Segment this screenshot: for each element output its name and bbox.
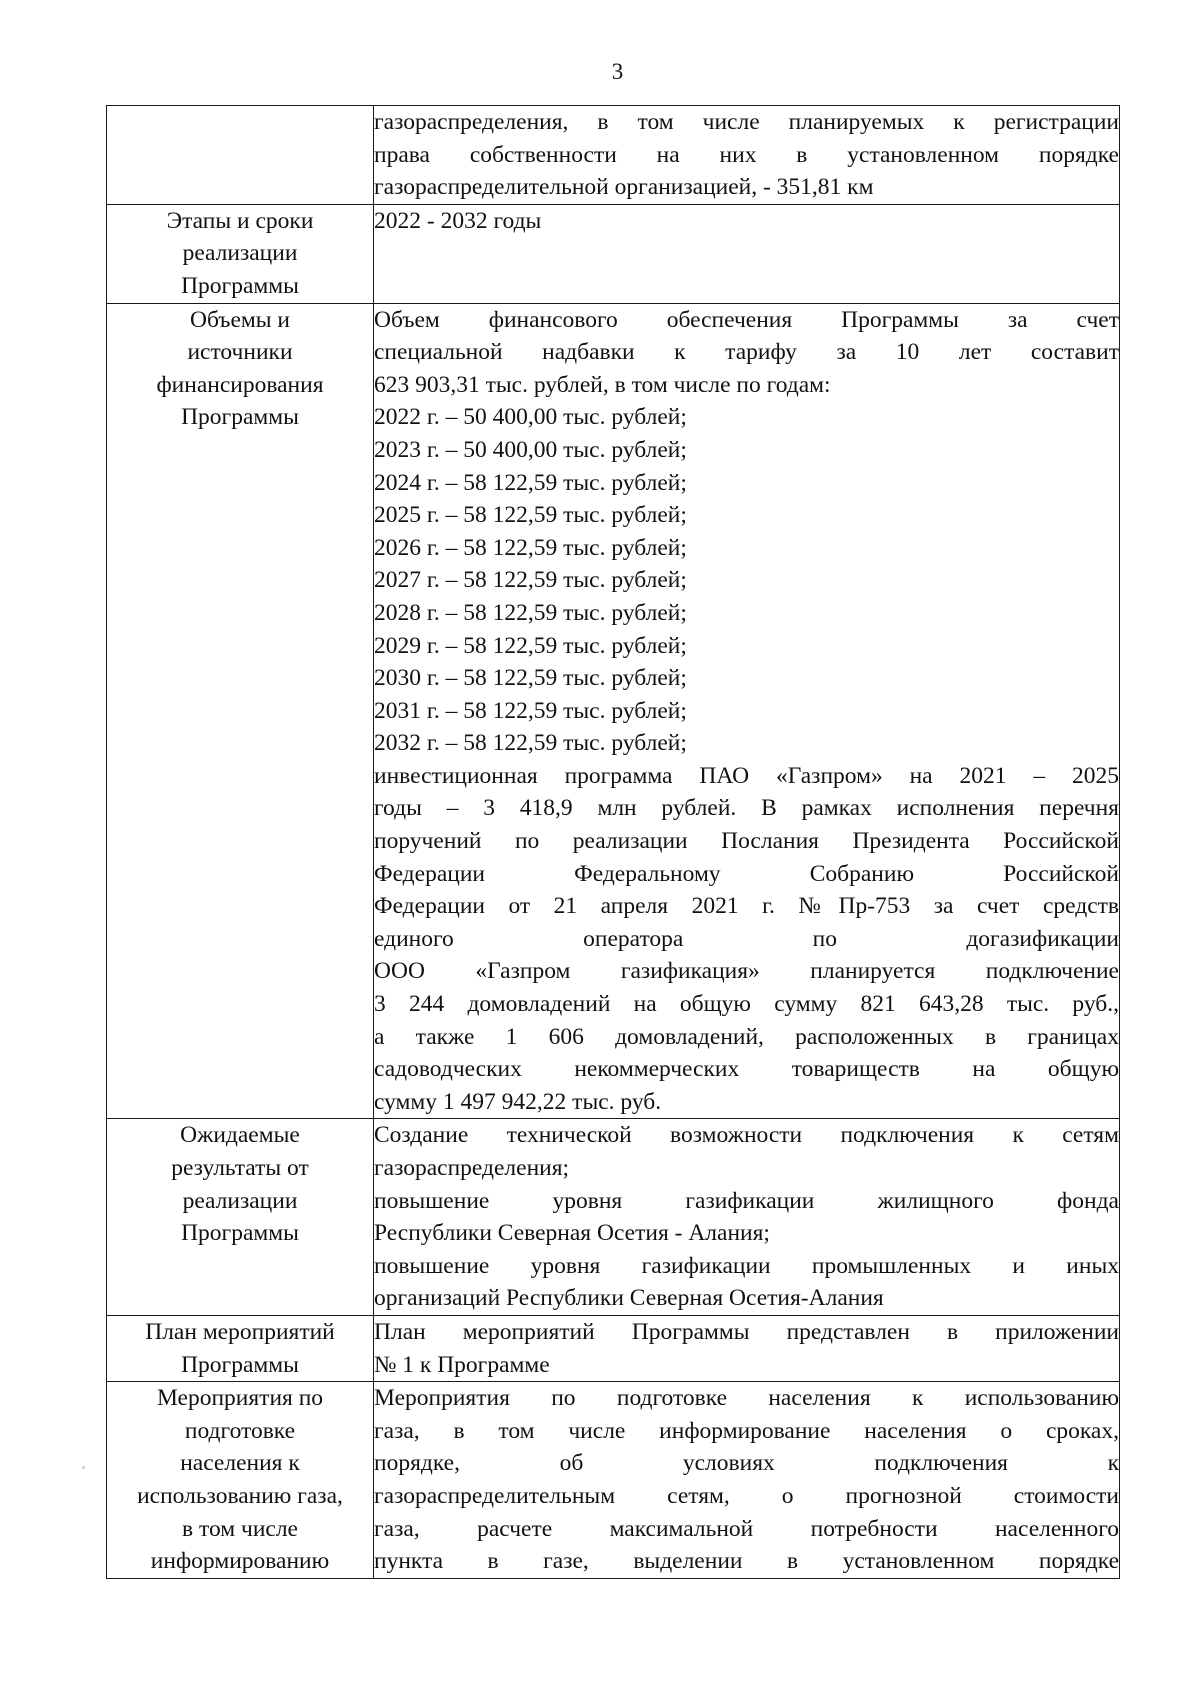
row-content-line: 3 244 домовладений на общую сумму 821 643,28 тыс. руб., (374, 991, 1119, 1018)
row-content-line: № 1 к Программе (374, 1351, 550, 1378)
row-content-line: Федерации Федеральному Собранию Российской (374, 860, 1119, 887)
row-content-line: годы – 3 418,9 млн рублей. В рамках исполнения перечня (374, 795, 1119, 822)
row-content-cell (374, 106, 1120, 205)
row-content-line: садоводческих некоммерческих товариществ на общую (374, 1056, 1119, 1083)
row-content-line: пункта в газе, выделении в установленном порядке (374, 1548, 1119, 1575)
row-label-cell (107, 1119, 374, 1316)
row-content-line: 2028 г. – 58 122,59 тыс. рублей; (374, 599, 687, 626)
row-label-line: Этапы и сроки (166, 207, 314, 234)
row-label-cell (107, 204, 374, 303)
table-row (107, 1119, 1120, 1316)
scan-artifact (82, 1466, 85, 1469)
row-content-line: специальной надбавки к тарифу за 10 лет составит (374, 339, 1119, 366)
row-content-line: 2027 г. – 58 122,59 тыс. рублей; (374, 567, 687, 594)
table-row (107, 1382, 1120, 1579)
row-content-line: 623 903,31 тыс. рублей, в том числе по годам: (374, 371, 831, 398)
row-label-line: Программы (181, 1220, 299, 1247)
row-content-line: права собственности на них в установленном порядке (374, 141, 1119, 168)
row-content-line: организаций Республики Северная Осетия-Алания (374, 1285, 884, 1312)
row-content-line: План мероприятий Программы представлен в приложении (374, 1318, 1119, 1345)
row-content-line: 2031 г. – 58 122,59 тыс. рублей; (374, 697, 687, 724)
row-content-line: 2029 г. – 58 122,59 тыс. рублей; (374, 632, 687, 659)
row-content-line: 2032 г. – 58 122,59 тыс. рублей; (374, 730, 687, 757)
row-label-cell (107, 303, 374, 1119)
table-body (107, 106, 1120, 1579)
row-content-line: Федерации от 21 апреля 2021 г. №Пр-753 за счет средств (374, 893, 1119, 920)
row-content-cell (374, 303, 1120, 1119)
row-label-line: Мероприятия по (156, 1385, 324, 1412)
row-content-line: Создание технической возможности подключения к сетям (374, 1122, 1119, 1149)
row-label-line: Программы (181, 272, 299, 299)
row-content-line: Объем финансового обеспечения Программы за счет (374, 306, 1119, 333)
row-label-line: Программы (181, 404, 299, 431)
row-content-line: ООО «Газпром газификация» планируется подключение (374, 958, 1119, 985)
row-content-line: 2022 - 2032 годы (374, 207, 542, 234)
row-content-line: 2022 г. – 50 400,00 тыс. рублей; (374, 404, 687, 431)
row-label-line: использованию газа, (137, 1482, 343, 1509)
row-content-line: 2025 г. – 58 122,59 тыс. рублей; (374, 502, 687, 529)
row-content-line: сумму 1 497 942,22 тыс. руб. (374, 1088, 662, 1115)
row-content-line: а также 1 606 домовладений, расположенных в границах (374, 1023, 1119, 1050)
row-content-line: 2023 г. – 50 400,00 тыс. рублей; (374, 436, 687, 463)
row-content-line: Мероприятия по подготовке населения к использованию (374, 1385, 1119, 1412)
row-label-cell (107, 1382, 374, 1579)
row-label-cell (107, 1315, 374, 1381)
row-content-line: 2024 г. – 58 122,59 тыс. рублей; (374, 469, 687, 496)
row-label-line: в том числе (182, 1515, 298, 1542)
row-content-cell (374, 204, 1120, 303)
row-label-line: источники (187, 339, 293, 366)
page-number: 3 (611, 59, 624, 84)
row-content-cell (374, 1315, 1120, 1381)
row-label-cell (107, 106, 374, 205)
row-label-line: населения к (180, 1450, 300, 1477)
row-content-line: 2026 г. – 58 122,59 тыс. рублей; (374, 534, 687, 561)
row-label-line: План мероприятий (145, 1318, 335, 1345)
row-content-line: инвестиционная программа ПАО «Газпром» на 2021 – 2025 (374, 762, 1119, 789)
row-content-cell (374, 1119, 1120, 1316)
row-content-line: повышение уровня газификации промышленных и иных (374, 1252, 1119, 1279)
row-content-cell (374, 1382, 1120, 1579)
row-label-line: финансирования (156, 371, 324, 398)
table-row (107, 303, 1120, 1119)
table-row (107, 1315, 1120, 1381)
row-content-line: повышение уровня газификации жилищного фонда (374, 1187, 1119, 1214)
row-content-line: газа, в том числе информирование населения о сроках, (374, 1417, 1119, 1444)
row-label-line: результаты от (171, 1155, 309, 1181)
row-content-line: Республики Северная Осетия - Алания; (374, 1220, 770, 1247)
row-content-line: газораспределительной организацией, - 351,81 км (374, 174, 874, 201)
row-label-line: Программы (181, 1351, 299, 1378)
row-content-line: газа, расчете максимальной потребности населенного (374, 1515, 1119, 1542)
row-content-line: единого оператора по догазификации (374, 925, 1119, 952)
table-row (107, 204, 1120, 303)
row-content-line: газораспределительным сетям, о прогнозной стоимости (374, 1482, 1119, 1509)
row-label-line: реализации (182, 240, 298, 267)
row-label-line: подготовке (184, 1417, 296, 1444)
table-row (107, 106, 1120, 205)
row-content-line: газораспределения; (374, 1155, 570, 1181)
row-label-line: информированию (150, 1548, 330, 1575)
row-label-line: реализации (182, 1187, 298, 1214)
row-content-line: порядке, об условиях подключения к (374, 1450, 1119, 1477)
row-content-line: 2030 г. – 58 122,59 тыс. рублей; (374, 665, 687, 692)
program-passport-table (106, 105, 1120, 1579)
row-label-line: Объемы и (189, 306, 291, 333)
row-label-line: Ожидаемые (180, 1122, 300, 1149)
row-content-line: газораспределения, в том числе планируемых к регистрации (374, 109, 1119, 135)
row-content-line: поручений по реализации Послания Президента Российской (374, 828, 1119, 855)
